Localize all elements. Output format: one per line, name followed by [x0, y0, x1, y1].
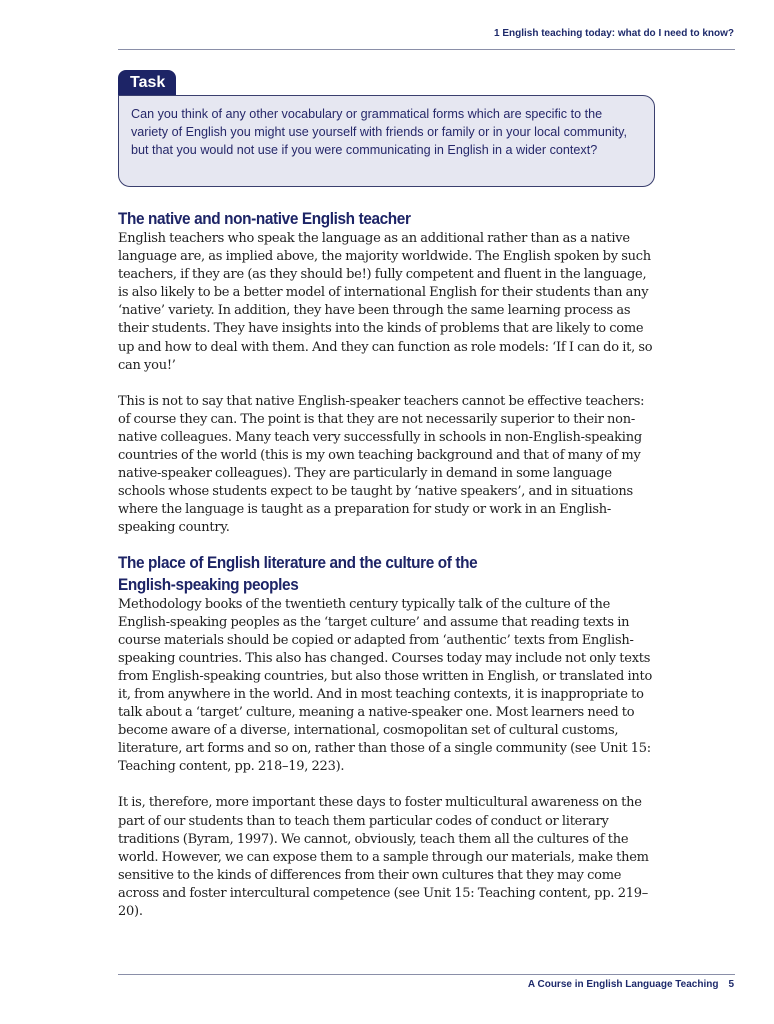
- section-heading-literature-culture-line2: English-speaking peoples: [118, 575, 299, 594]
- section-heading-literature-culture-line1: The place of English literature and the culture of the: [118, 553, 478, 572]
- page-number: 5: [728, 979, 734, 990]
- paragraph: It is, therefore, more important these days to foster multicultural awareness on the part of our students than to teach them particular codes of conduct or literary traditions (Byram, 1997). We cannot, obviously, teach them all the cultures of the world. However, we can expose them to a sample through our materials, make them sensitive to the kinds of differences from their own cultures that they may come across and foster intercultural competence (see Unit 15: Teaching content, pp. 219–20).: [118, 795, 649, 919]
- footer-rule: [118, 974, 735, 975]
- running-head: 1 English teaching today: what do I need to know?: [493, 28, 734, 39]
- paragraph: Methodology books of the twentieth century typically talk of the culture of the English-speaking peoples as the ‘target culture’ and assume that reading texts in course materials should be copied or adapted from ‘authentic’ texts from English-speaking countries. This also has changed. Courses today may include not only texts from English-speaking countries, but also those written in English, or translated into it, from anywhere in the world. And in most teaching contexts, it is inappropriate to talk about a ‘target’ culture, meaning a native-speaker one. Most learners need to become aware of a diverse, international, cosmopolitan set of cultural customs, literature, art forms and so on, rather than those of a single community (see Unit 15: Teaching content, pp. 218–19, 223).: [118, 596, 653, 775]
- task-label: Task: [118, 70, 176, 96]
- task-text: Can you think of any other vocabulary or grammatical forms which are specific to the variety of English you might use yourself with friends or family or in your local community, but that you would not use if you were communicating in English in a wider context?: [131, 107, 628, 158]
- main-content: [118, 208, 658, 921]
- footer-book-title: A Course in English Language Teaching: [527, 979, 719, 990]
- section-heading-native-teacher: The native and non-native English teacher: [118, 210, 411, 228]
- footer: [528, 979, 734, 990]
- task-box: [118, 95, 655, 187]
- paragraph: This is not to say that native English-speaker teachers cannot be effective teachers: of course they can. The point is that they are not necessarily superior to their non-native colleagues. Many teach very successfully in schools in non-English-speaking countries of the world (this is my own teaching background and that of many of my native-speaker colleagues). They are particularly in demand in some language schools whose students expect to be taught by ‘native speakers’, and in situations where the language is taught as a preparation for study or work in an English-speaking country.: [118, 393, 645, 536]
- header-rule: [118, 49, 735, 50]
- paragraph: English teachers who speak the language as an additional rather than as a native language are, as implied above, the majority worldwide. The English spoken by such teachers, if they are (as they should be!) fully competent and fluent in the language, is also likely to be a better model of international English for their students than any ‘native’ variety. In addition, they have been through the same learning process as their students. They have insights into the kinds of problems that are likely to come up and how to deal with them. And they can function as role models: ‘If I can do it, so can you!’: [118, 231, 653, 373]
